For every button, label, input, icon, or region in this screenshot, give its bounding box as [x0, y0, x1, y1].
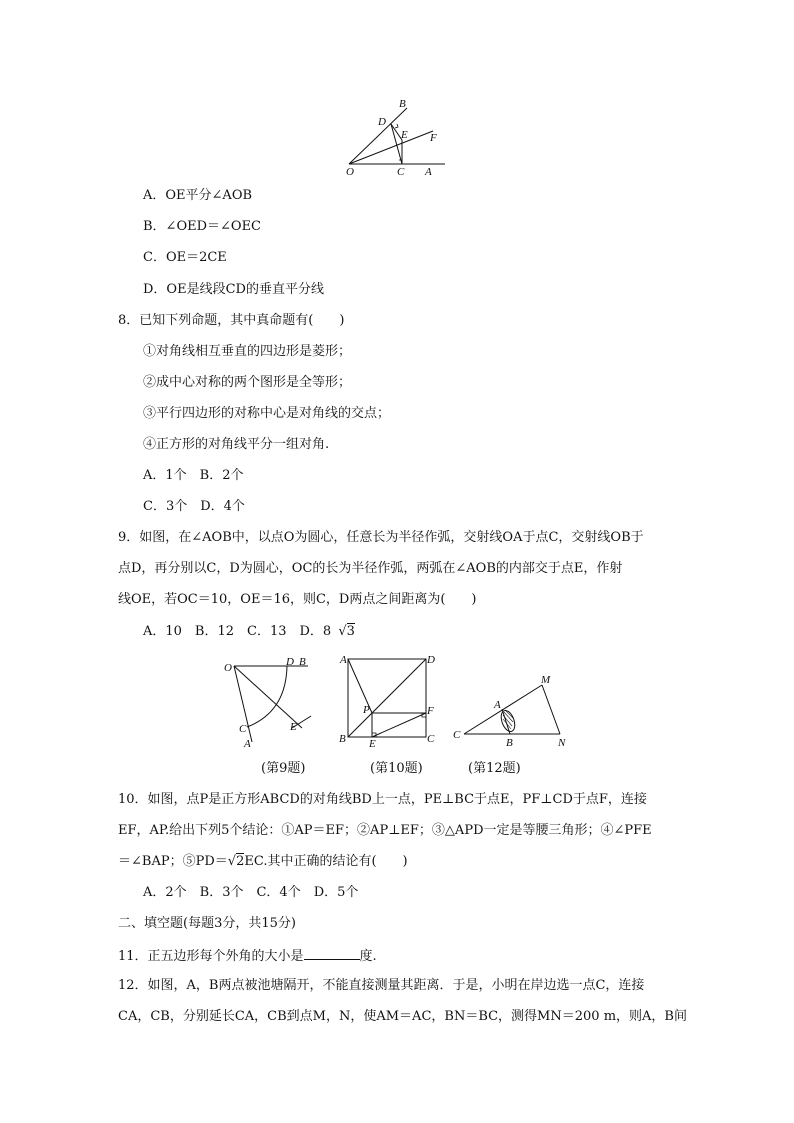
fig10-label-F: F — [427, 705, 434, 717]
q10-sqrt-arg: 2 — [236, 854, 245, 869]
fig10-label-D: D — [427, 654, 435, 666]
q9-line-1: 9．如图，在∠AOB中，以点O为圆心，任意长为半径作弧，交射线OA于点C，交射线OB于 — [118, 530, 644, 545]
q9-line-3: 线OE，若OC＝10，OE＝16，则C，D两点之间距离为( ) — [118, 592, 477, 607]
q9-options — [143, 623, 355, 641]
q10-line-2: EF，AP.给出下列5个结论：①AP＝EF；②AP⊥EF；③△APD一定是等腰三角形；④∠PFE — [118, 823, 652, 838]
fig10-label-B: B — [339, 733, 346, 745]
q11-pre: 11．正五边形每个外角的大小是 — [118, 949, 304, 964]
q7-option-d: D．OE是线段CD的垂直平分线 — [143, 282, 324, 297]
label-A: A — [425, 166, 432, 178]
fig10-label-P: P — [363, 704, 370, 716]
answer-blank[interactable] — [304, 946, 360, 960]
q10-line-1: 10．如图，点P是正方形ABCD的对角线BD上一点，PE⊥BC于点E，PF⊥CD于点F，连接 — [118, 792, 647, 807]
figure-q10 — [336, 650, 446, 750]
q8-item-2: ②成中心对称的两个图形是全等形； — [143, 375, 352, 390]
fig9-label-A: A — [244, 738, 251, 750]
fig12-label-A: A — [494, 699, 501, 711]
label-B: B — [399, 98, 406, 110]
q9-options-text: A．10 B．12 C．13 D．8 — [143, 624, 332, 639]
label-E: E — [401, 129, 408, 141]
q12-line-2: CA，CB，分别延长CA，CB到点M，N，使AM＝AC，BN＝BC，测得MN＝200 m，则A，B间 — [118, 1009, 687, 1024]
fig9-label-O: O — [224, 662, 232, 674]
q9-line-2: 点D，再分别以C，D为圆心，OC的长为半径作弧，两弧在∠AOB的内部交于点E，作射 — [118, 561, 623, 576]
q10-options: A．2个 B．3个 C．4个 D．5个 — [143, 885, 359, 900]
fig12-label-N: N — [558, 737, 566, 749]
section-heading: 二、填空题(每题3分，共15分) — [118, 916, 296, 931]
fig9-label-B: B — [299, 656, 306, 668]
q11-post: 度. — [359, 949, 377, 964]
q8-item-1: ①对角线相互垂直的四边形是菱形； — [143, 344, 352, 359]
caption-fig10: (第10题) — [370, 761, 423, 776]
fig12-label-C: C — [453, 729, 461, 741]
fig12-label-B: B — [506, 737, 513, 749]
fig12-label-M: M — [541, 674, 551, 686]
label-D: D — [378, 116, 386, 128]
q11-line — [118, 946, 377, 966]
figure-q9 — [222, 652, 332, 752]
q8-item-4: ④正方形的对角线平分一组对角. — [143, 437, 330, 452]
q8-item-3: ③平行四边形的对称中心是对角线的交点； — [143, 406, 391, 421]
sqrt-symbol: √ — [338, 624, 347, 639]
q9-sqrt-arg: 3 — [346, 624, 355, 639]
sqrt-symbol: √ — [227, 854, 237, 869]
q8-stem: 8．已知下列命题，其中真命题有( ) — [118, 313, 345, 328]
q12-line-1: 12．如图，A，B两点被池塘隔开，不能直接测量其距离．于是，小明在岸边选一点C，连接 — [118, 978, 645, 993]
fig10-label-C: C — [427, 733, 435, 745]
figure-q12 — [450, 670, 580, 752]
fig9-label-D: D — [286, 656, 294, 668]
caption-fig12: (第12题) — [468, 761, 521, 776]
q10-line-3-pre: ＝∠BAP；⑤PD＝ — [118, 854, 228, 869]
label-C: C — [397, 166, 405, 178]
q7-option-c: C．OE＝2CE — [143, 250, 227, 265]
figure-angle-bisector — [335, 95, 455, 180]
caption-fig9: (第9题) — [261, 761, 306, 776]
fig10-label-E: E — [369, 738, 376, 750]
label-F: F — [430, 132, 437, 144]
q10-line-3 — [118, 853, 408, 871]
q10-line-3-post: EC.其中正确的结论有( ) — [244, 854, 408, 869]
q8-options-row2: C．3个 D．4个 — [143, 499, 245, 514]
q7-option-a: A．OE平分∠AOB — [143, 188, 253, 203]
fig10-label-A: A — [340, 654, 347, 666]
fig9-label-E: E — [290, 721, 297, 733]
label-O: O — [346, 166, 354, 178]
q7-option-b: B．∠OED＝∠OEC — [143, 219, 262, 234]
fig9-label-C: C — [239, 723, 247, 735]
q8-options-row1: A．1个 B．2个 — [143, 468, 244, 483]
